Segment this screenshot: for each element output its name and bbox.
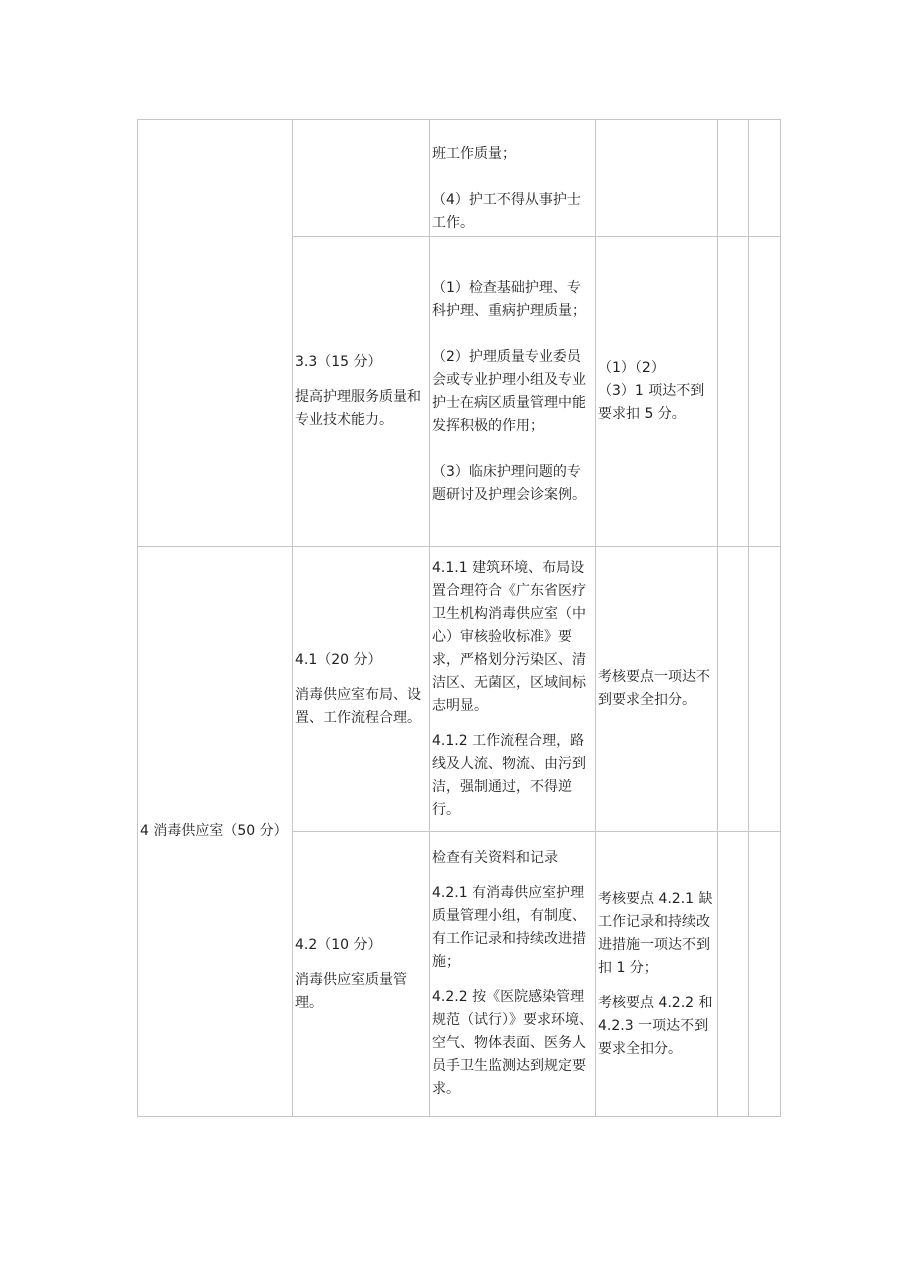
item-score: 4.2（10 分） xyxy=(295,936,382,953)
scoring-cell xyxy=(596,120,718,237)
item-score: 3.3（15 分） xyxy=(295,354,382,370)
scoring-line: （1）（2） xyxy=(598,360,665,376)
content-paragraph: 4.2.2 按《医院感染管理规范（试行）》要求环境、空气、物体表面、医务人员手卫生监测达到规定要求。 xyxy=(432,989,593,1097)
evaluation-table xyxy=(137,119,781,1117)
category-cell xyxy=(138,120,293,547)
table-row xyxy=(138,120,781,237)
scoring-line: 考核要点 4.2.2 和 4.2.3 一项达不到要求全扣分。 xyxy=(598,994,713,1057)
content-cell xyxy=(430,120,596,237)
content-cell xyxy=(430,832,596,1117)
content-cell xyxy=(430,547,596,832)
remark-cell xyxy=(749,237,781,547)
item-description: 消毒供应室布局、设置、工作流程合理。 xyxy=(295,686,421,726)
item-cell xyxy=(293,547,430,832)
content-paragraph: 4.1.2 工作流程合理，路线及人流、物流、由污到洁，强制通过，不得逆行。 xyxy=(432,732,586,818)
content-paragraph: 4.2.1 有消毒供应室护理质量管理小组，有制度、有工作记录和持续改进措施； xyxy=(432,885,586,970)
scoring-cell xyxy=(596,237,718,547)
item-score: 4.1（20 分） xyxy=(295,651,382,668)
scoring-cell xyxy=(596,547,718,832)
scoring-cell xyxy=(596,832,718,1117)
item-description: 消毒供应室质量管理。 xyxy=(295,971,407,1011)
score-cell xyxy=(718,120,749,237)
item-cell xyxy=(293,120,430,237)
scoring-line: 考核要点 4.2.1 缺工作记录和持续改进措施一项达不到扣 1 分； xyxy=(598,890,713,976)
item-description: 提高护理服务质量和专业技术能力。 xyxy=(295,389,421,428)
content-paragraph: （2）护理质量专业委员会或专业护理小组及专业护士在病区质量管理中能发挥积极的作用； xyxy=(432,348,586,434)
score-cell xyxy=(718,547,749,832)
scoring-line: （3）1 项达不到要求扣 5 分。 xyxy=(598,383,705,422)
remark-cell xyxy=(749,120,781,237)
content-paragraph: （4）护工不得从事护士工作。 xyxy=(432,192,581,231)
content-paragraph: （1）检查基础护理、专科护理、重病护理质量； xyxy=(432,279,586,319)
remark-cell xyxy=(749,547,781,832)
remark-cell xyxy=(749,832,781,1117)
content-paragraph: 检查有关资料和记录 xyxy=(432,850,558,866)
category-label: 4 消毒供应室（50 分） xyxy=(140,823,288,839)
table-row xyxy=(138,547,781,832)
item-cell xyxy=(293,832,430,1117)
item-cell xyxy=(293,237,430,547)
score-cell xyxy=(718,832,749,1117)
content-paragraph: （3）临床护理问题的专题研讨及护理会诊案例。 xyxy=(432,463,586,503)
scoring-line: 考核要点一项达不到要求全扣分。 xyxy=(598,669,710,708)
content-paragraph: 班工作质量； xyxy=(432,146,516,162)
content-cell xyxy=(430,237,596,547)
score-cell xyxy=(718,237,749,547)
content-paragraph: 4.1.1 建筑环境、布局设置合理符合《广东省医疗卫生机构消毒供应室（中心）审核验收标准》要求，严格划分污染区、清洁区、无菌区，区域间标志明显。 xyxy=(432,559,586,714)
category-cell xyxy=(138,547,293,1117)
